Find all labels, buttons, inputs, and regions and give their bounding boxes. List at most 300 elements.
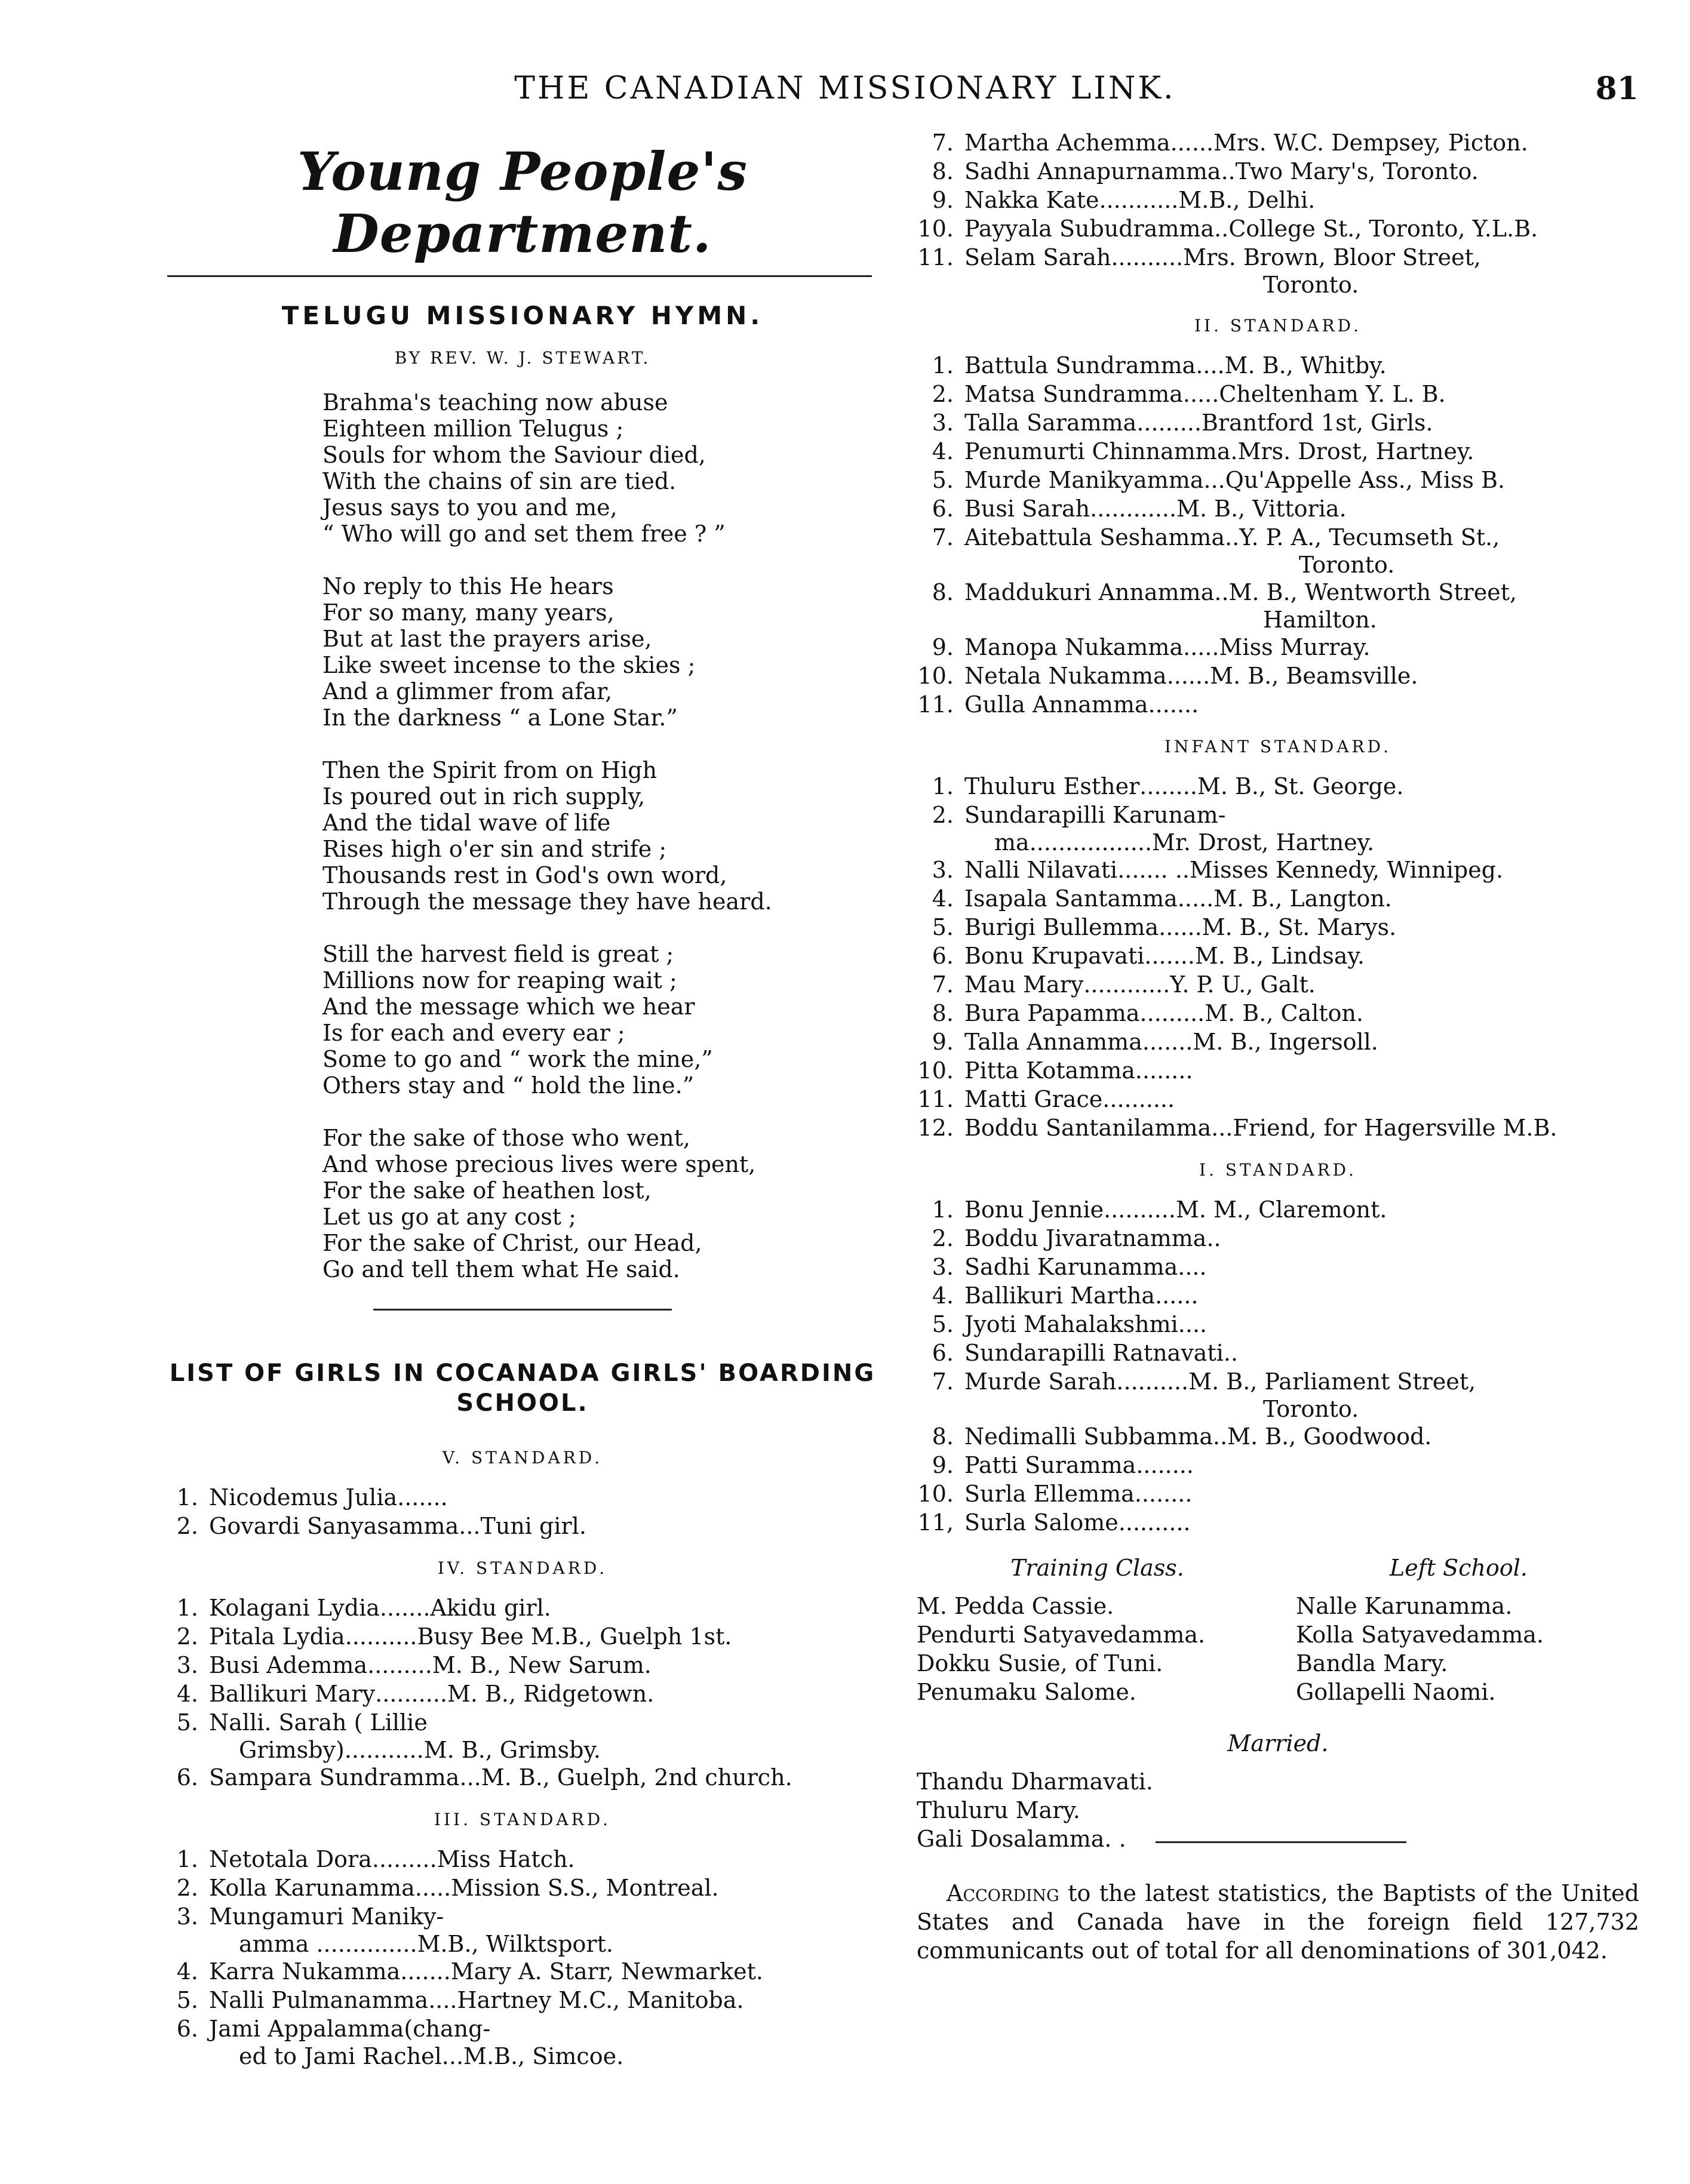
entry-number: 11. — [917, 244, 954, 270]
list-item — [917, 1508, 1639, 1537]
entry-name: Kolagani Lydia — [209, 1595, 380, 1621]
entry-leader: .... — [1196, 352, 1225, 379]
entry-name: Surla Salome — [964, 1509, 1119, 1536]
entry-number: 9. — [932, 187, 954, 213]
hymn-line: For so many, many years, — [322, 599, 614, 626]
standard-heading: INFANT STANDARD. — [1164, 737, 1391, 756]
entry-number: 9. — [932, 1452, 954, 1478]
title-rule — [167, 275, 872, 277]
entry-name: Jami Appalamma(chang- — [209, 2016, 491, 2042]
left-school-heading: Left School. — [1390, 1555, 1528, 1581]
entry-sponsor: College St., Toronto, Y.L.B. — [1228, 216, 1538, 242]
entry-number: 4. — [176, 1958, 198, 1985]
standard-entries — [917, 772, 1639, 1142]
entry-number: 8. — [932, 158, 954, 184]
running-title: THE CANADIAN MISSIONARY LINK. — [514, 70, 1176, 106]
entry-leader: ........ — [1139, 773, 1197, 799]
list-item — [161, 1651, 884, 1679]
list-title-line-1: LIST OF GIRLS IN COCANADA GIRLS' BOARDING — [169, 1359, 876, 1387]
list-item — [917, 1310, 1639, 1339]
entry-name: Nicodemus Julia — [209, 1484, 398, 1511]
hymn-line: With the chains of sin are tied. — [322, 468, 677, 494]
hymn-line: And a glimmer from afar, — [322, 678, 613, 705]
name-line: Gollapelli Naomi. — [1296, 1679, 1496, 1705]
entry-leader: ... — [1203, 467, 1225, 493]
entry-number: 1. — [932, 352, 954, 379]
entry-number: 11. — [917, 691, 954, 718]
hymn-line: Like sweet incense to the skies ; — [322, 652, 696, 678]
entry-number: 1. — [932, 773, 954, 799]
standard-entries — [161, 1594, 884, 1792]
entry-name: Busi Ademma — [209, 1652, 368, 1678]
entry-name: Gulla Annamma — [964, 691, 1148, 718]
entry-sponsor: Misses Kennedy, Winnipeg. — [1190, 857, 1504, 883]
training-class — [917, 1555, 1278, 1706]
standard-heading: IV. STANDARD. — [437, 1558, 608, 1578]
entry-leader: ......... — [367, 1652, 432, 1678]
entry-sponsor: Friend, for Hagersville M.B. — [1233, 1115, 1557, 1141]
entry-leader: ...... — [1166, 663, 1210, 689]
entry-leader: ......... — [371, 1846, 437, 1872]
entry-name: Boddu Jivaratnamma — [964, 1225, 1207, 1251]
entry-number: 4. — [932, 1282, 954, 1309]
entry-sponsor: M. B., St. George. — [1197, 773, 1404, 799]
entry-name: Kolla Karunamma — [209, 1875, 415, 1901]
entry-leader: ......... — [1139, 1000, 1205, 1026]
hymn-line: Rises high o'er sin and strife ; — [322, 836, 667, 862]
list-item — [917, 1479, 1639, 1508]
entry-leader: ........ — [1136, 1452, 1194, 1478]
hymn-line: Go and tell them what He said. — [322, 1256, 680, 1282]
standard-heading: III. STANDARD. — [434, 1810, 612, 1829]
entry-number: 3. — [932, 857, 954, 883]
entry-sponsor: Hartney M.C., Manitoba. — [457, 1987, 744, 2013]
end-rule — [1156, 1841, 1406, 1843]
list-item — [917, 578, 1639, 607]
entry-sponsor: Brantford 1st, Girls. — [1202, 410, 1433, 436]
hymn-stanza — [322, 573, 884, 731]
list-item — [161, 1679, 884, 1708]
married-names — [917, 1767, 1639, 1853]
list-item — [917, 408, 1639, 437]
entry-number: 10. — [917, 216, 954, 242]
entry-number: 8. — [932, 579, 954, 605]
entry-sponsor: Miss Hatch. — [437, 1846, 575, 1872]
entry-continuation: Toronto. — [1263, 272, 1359, 298]
list-item — [161, 1708, 884, 1737]
list-item — [917, 128, 1639, 157]
list-item — [917, 856, 1639, 884]
entry-name: Karra Nukamma — [209, 1958, 401, 1985]
entry-sponsor: Cheltenham Y. L. B. — [1219, 381, 1446, 407]
name-line: Gali Dosalamma. . — [917, 1826, 1126, 1852]
entry-leader: ............ — [1090, 496, 1177, 522]
entry-number: 10. — [917, 1481, 954, 1507]
entry-name: Ballikuri Mary — [209, 1681, 376, 1707]
entry-name: Murde Sarah — [964, 1368, 1117, 1395]
entry-sponsor: Two Mary's, Toronto. — [1235, 158, 1479, 184]
entry-number: 2. — [176, 1513, 198, 1539]
entry-name: Murde Manikyamma — [964, 467, 1204, 493]
hymn-line: Still the harvest field is great ; — [322, 941, 674, 967]
page-number: 81 — [1595, 70, 1639, 107]
entry-number: 3. — [932, 410, 954, 436]
list-item — [917, 884, 1639, 913]
list-item — [917, 942, 1639, 970]
entry-continuation: Grimsby)...........M. B., Grimsby. — [239, 1737, 601, 1763]
entry-continuation: amma ..............M.B., Wilktsport. — [239, 1931, 613, 1957]
entry-name: Sadhi Karunamma — [964, 1254, 1178, 1280]
department-title: Young People's Department. — [297, 140, 748, 264]
list-item — [161, 1957, 884, 1986]
entry-continuation: Hamilton. — [1263, 607, 1377, 633]
entry-leader: .. — [1214, 216, 1229, 242]
entry-sponsor: M. B., Wentworth Street, — [1228, 579, 1517, 605]
hymn-line: And the message which we hear — [322, 993, 695, 1020]
entry-sponsor: M. B., Vittoria. — [1176, 496, 1347, 522]
entry-number: 5. — [932, 914, 954, 940]
entry-sponsor: M. B., Parliament Street, — [1188, 1368, 1476, 1395]
entry-sponsor: Miss Murray. — [1219, 634, 1371, 660]
list-item — [917, 1028, 1639, 1056]
entry-name: Nalli Pulmanamma — [209, 1987, 429, 2013]
entry-leader: .. — [1212, 1423, 1228, 1450]
entry-number: 2. — [176, 1623, 198, 1650]
hymn-byline: BY REV. W. J. STEWART. — [394, 348, 651, 368]
entry-name: Payyala Subudramma — [964, 216, 1215, 242]
entry-number: 4. — [932, 438, 954, 465]
hymn-stanza — [322, 941, 884, 1099]
entry-name: Pitta Kotamma — [964, 1057, 1135, 1084]
list-item — [161, 1763, 884, 1792]
entry-leader: .. — [1221, 158, 1236, 184]
entry-name: Matsa Sundramma — [964, 381, 1183, 407]
entry-sponsor: M.B., Delhi. — [1178, 187, 1316, 213]
name-line: Pendurti Satyavedamma. — [917, 1622, 1206, 1648]
hymn-line: Thousands rest in God's own word, — [322, 862, 727, 888]
list-title-line-2: SCHOOL. — [456, 1389, 589, 1417]
list-title — [161, 1358, 884, 1418]
hymn-line: And the tidal wave of life — [322, 810, 611, 836]
entry-leader: .......... — [1118, 1509, 1191, 1536]
hymn-stanzas — [161, 389, 884, 1282]
entry-continuation: Toronto. — [1263, 1396, 1359, 1422]
entry-leader: ... — [459, 1513, 481, 1539]
entry-name: Aitebattula Seshamma — [964, 524, 1225, 550]
entry-number: 5. — [176, 1987, 198, 2013]
entry-sponsor: M. B., Calton. — [1204, 1000, 1364, 1026]
entry-number: 6. — [176, 1764, 198, 1791]
entry-leader: ........ — [1134, 1481, 1193, 1507]
entry-leader: ... — [459, 1764, 481, 1791]
continued-entries — [917, 128, 1639, 298]
hymn-line: But at last the prayers arise, — [322, 626, 652, 652]
list-item — [161, 1622, 884, 1651]
list-item — [917, 662, 1639, 690]
list-item — [917, 1339, 1639, 1367]
name-line: Dokku Susie, of Tuni. — [917, 1650, 1163, 1677]
list-item — [917, 1195, 1639, 1224]
entry-name: Mungamuri Maniky- — [209, 1903, 444, 1930]
entry-number: 5. — [932, 467, 954, 493]
entry-number: 5. — [176, 1709, 198, 1736]
entry-leader: ............ — [1083, 971, 1170, 998]
name-line: Kolla Satyavedamma. — [1296, 1622, 1544, 1648]
entry-leader: .......... — [1104, 1196, 1176, 1223]
list-item — [917, 437, 1639, 466]
left-standards — [161, 1448, 884, 2069]
standard-heading: V. STANDARD. — [442, 1448, 603, 1468]
training-class-heading: Training Class. — [1010, 1555, 1184, 1581]
entry-number: 1. — [176, 1846, 198, 1872]
entry-number: 4. — [932, 885, 954, 912]
entry-continuation: ma.................Mr. Drost, Hartney. — [994, 829, 1375, 856]
entry-number: 12. — [917, 1115, 954, 1141]
entry-number: 6. — [932, 496, 954, 522]
entry-sponsor: Mrs. W.C. Dempsey, Picton. — [1213, 130, 1528, 156]
list-item — [917, 772, 1639, 801]
entry-leader: ...... — [1155, 1282, 1199, 1309]
entry-name: Martha Achemma — [964, 130, 1170, 156]
standard-heading: I. STANDARD. — [1199, 1160, 1357, 1180]
list-item — [917, 214, 1639, 243]
hymn-line: Then the Spirit from on High — [322, 757, 657, 783]
entry-name: Sundarapilli Ratnavati — [964, 1340, 1224, 1366]
entry-sponsor: M. B., Beamsville. — [1210, 663, 1418, 689]
list-item — [917, 157, 1639, 186]
hymn-line: For the sake of Christ, our Head, — [322, 1230, 702, 1256]
list-item — [161, 1594, 884, 1622]
entry-leader: .. — [1214, 579, 1229, 605]
list-item — [161, 1512, 884, 1540]
hymn-title: TELUGU MISSIONARY HYMN. — [281, 301, 764, 330]
entry-name: Netala Nukamma — [964, 663, 1167, 689]
hymn-line: Some to go and “ work the mine,” — [322, 1046, 713, 1072]
entry-leader: .... — [1178, 1311, 1207, 1337]
list-item — [161, 2014, 884, 2043]
list-item — [917, 913, 1639, 942]
list-item — [161, 1902, 884, 1931]
entry-leader: ....... — [1142, 1029, 1193, 1055]
entry-number: 6. — [932, 943, 954, 969]
hymn-stanza — [322, 1125, 884, 1282]
entry-number: 1. — [932, 1196, 954, 1223]
list-item — [917, 633, 1639, 662]
entry-leader: ......... — [1136, 410, 1202, 436]
entry-number: 3. — [932, 1254, 954, 1280]
list-item — [917, 1085, 1639, 1113]
entry-sponsor: M. B., Ingersoll. — [1193, 1029, 1378, 1055]
training-class-names — [917, 1592, 1278, 1706]
entry-sponsor: M. B., Langton. — [1213, 885, 1392, 912]
entry-name: Mau Mary — [964, 971, 1084, 998]
entry-name: Nalli. Sarah ( Lillie — [209, 1709, 428, 1736]
entry-leader: .. — [1223, 1340, 1239, 1366]
list-item — [917, 494, 1639, 523]
entry-name: Surla Ellemma — [964, 1481, 1135, 1507]
entry-number: 2. — [932, 1225, 954, 1251]
entry-number: 7. — [932, 971, 954, 998]
entry-leader: .. — [1225, 524, 1240, 550]
entry-sponsor: Y. P. A., Tecumseth St., — [1239, 524, 1500, 550]
entry-leader: ....... — [397, 1484, 448, 1511]
entry-name: Busi Sarah — [964, 496, 1090, 522]
entry-name: Govardi Sanyasamma — [209, 1513, 459, 1539]
entry-sponsor: M. B., St. Marys. — [1202, 914, 1397, 940]
closing-note — [917, 1879, 1639, 1965]
hymn-line: Eighteen million Telugus ; — [322, 416, 624, 442]
entry-name: Thuluru Esther — [964, 773, 1140, 799]
list-item — [917, 186, 1639, 214]
standard-heading: II. STANDARD. — [1194, 316, 1362, 336]
list-item — [917, 1451, 1639, 1479]
entry-number: 4. — [176, 1681, 198, 1707]
hymn-line: “ Who will go and set them free ? ” — [322, 521, 726, 547]
entry-name: Burigi Bullemma — [964, 914, 1159, 940]
entry-name: Nakka Kate — [964, 187, 1099, 213]
list-item — [917, 690, 1639, 719]
standard-entries — [161, 1845, 884, 2069]
entry-sponsor: M. M., Claremont. — [1175, 1196, 1387, 1223]
entry-name: Sampara Sundramma — [209, 1764, 460, 1791]
entry-name: Manopa Nukamma — [964, 634, 1184, 660]
entry-leader: ....... .. — [1117, 857, 1190, 883]
entry-number: 8. — [932, 1000, 954, 1026]
entry-number: 7. — [932, 1368, 954, 1395]
entry-number: 3. — [176, 1652, 198, 1678]
list-item — [917, 351, 1639, 380]
entry-leader: ...... — [1170, 130, 1214, 156]
right-standards — [917, 316, 1639, 1537]
list-item — [161, 1483, 884, 1512]
entry-sponsor: M. B., Ridgetown. — [447, 1681, 655, 1707]
left-column — [161, 134, 884, 2069]
list-item — [917, 1056, 1639, 1085]
list-item — [917, 1367, 1639, 1396]
entry-leader: .... — [1178, 1254, 1207, 1280]
section-divider — [373, 1309, 672, 1311]
entry-name: Matti Grace — [964, 1086, 1103, 1112]
entry-number: 9. — [932, 634, 954, 660]
list-item — [917, 999, 1639, 1028]
standard-entries — [917, 1195, 1639, 1537]
left-school — [1278, 1555, 1639, 1706]
entry-leader: .......... — [1116, 1368, 1189, 1395]
entry-number: 1. — [176, 1484, 198, 1511]
list-item — [161, 1874, 884, 1902]
entry-leader: ....... — [400, 1958, 451, 1985]
hymn-stanza — [322, 757, 884, 915]
hymn-line: For the sake of those who went, — [322, 1125, 690, 1151]
entry-sponsor: Mrs. Drost, Hartney. — [1237, 438, 1474, 465]
married-heading: Married. — [1227, 1730, 1329, 1757]
list-item — [917, 1113, 1639, 1142]
entry-sponsor: Mission S.S., Montreal. — [451, 1875, 719, 1901]
hymn-line: And whose precious lives were spent, — [322, 1151, 756, 1177]
entry-sponsor: Qu'Appelle Ass., Miss B. — [1225, 467, 1505, 493]
entry-continuation: Toronto. — [1299, 552, 1395, 578]
hymn-line: For the sake of heathen lost, — [322, 1177, 652, 1204]
entry-sponsor: Tuni girl. — [480, 1513, 586, 1539]
hymn-line: Is for each and every ear ; — [322, 1020, 625, 1046]
right-column — [917, 130, 1639, 1965]
entry-number: 2. — [932, 381, 954, 407]
entry-name: Talla Annamma — [964, 1029, 1142, 1055]
entry-name: Nalli Nilavati — [964, 857, 1118, 883]
standard-entries — [161, 1483, 884, 1540]
entry-number: 3. — [176, 1903, 198, 1930]
name-line: Bandla Mary. — [1296, 1650, 1448, 1677]
entry-name: Sadhi Annapurnamma — [964, 158, 1221, 184]
list-item — [917, 970, 1639, 999]
entry-leader: ..... — [414, 1875, 451, 1901]
entry-leader: .... — [428, 1987, 457, 2013]
entry-sponsor: Y. P. U., Galt. — [1170, 971, 1316, 998]
closing-note-text: to the latest statistics, the Baptists of the United States and Canada have in the foreign field 127,732 communicants out of total for all denominations of 301,042. — [917, 1880, 1639, 1964]
entry-number: 8. — [932, 1423, 954, 1450]
list-item — [161, 1845, 884, 1874]
entry-leader: ..... — [1182, 381, 1219, 407]
entry-name: Selam Sarah — [964, 244, 1111, 270]
class-lists — [917, 1555, 1639, 1706]
entry-leader: ..... — [1177, 885, 1214, 912]
list-item — [917, 523, 1639, 552]
hymn-line: Is poured out in rich supply, — [322, 783, 646, 810]
list-item — [917, 1281, 1639, 1310]
entry-leader: ........ — [1135, 1057, 1193, 1084]
name-line: Thuluru Mary. — [917, 1797, 1080, 1823]
entry-name: Ballikuri Martha — [964, 1282, 1156, 1309]
entry-name: Maddukuri Annamma — [964, 579, 1215, 605]
entry-number: 10. — [917, 663, 954, 689]
entry-leader: .. — [1206, 1225, 1221, 1251]
entry-number: 1. — [176, 1595, 198, 1621]
hymn-line: Let us go at any cost ; — [322, 1204, 576, 1230]
entry-leader: ....... — [1144, 943, 1195, 969]
entry-number: 11, — [917, 1509, 954, 1536]
entry-name: Bonu Jennie — [964, 1196, 1104, 1223]
name-line: Nalle Karunamma. — [1296, 1593, 1513, 1619]
entry-name: Sundarapilli Karunam- — [964, 802, 1226, 828]
page-header — [0, 70, 1690, 118]
hymn-line: Others stay and “ hold the line.” — [322, 1072, 695, 1099]
list-item — [917, 1422, 1639, 1451]
entry-name: Penumurti Chinnamma — [964, 438, 1231, 465]
entry-number: 5. — [932, 1311, 954, 1337]
entry-name: Boddu Santanilamma — [964, 1115, 1212, 1141]
entry-name: Pitala Lydia — [209, 1623, 345, 1650]
entry-number: 10. — [917, 1057, 954, 1084]
entry-number: 2. — [932, 802, 954, 828]
entry-number: 11. — [917, 1086, 954, 1112]
list-item — [917, 1224, 1639, 1253]
entry-number: 6. — [932, 1340, 954, 1366]
entry-leader: .......... — [345, 1623, 417, 1650]
entry-leader: . — [1230, 438, 1238, 465]
entry-leader: ..... — [1183, 634, 1219, 660]
entry-leader: ........... — [1099, 187, 1179, 213]
standard-entries — [917, 351, 1639, 719]
closing-note-lead: According — [947, 1880, 1059, 1906]
entry-sponsor: M. B., New Sarum. — [432, 1652, 652, 1678]
entry-number: 6. — [176, 2016, 198, 2042]
entry-number: 7. — [932, 130, 954, 156]
entry-sponsor: Akidu girl. — [430, 1595, 551, 1621]
entry-sponsor: Busy Bee M.B., Guelph 1st. — [417, 1623, 732, 1650]
entry-sponsor: M. B., Guelph, 2nd church. — [481, 1764, 792, 1791]
name-line: Penumaku Salome. — [917, 1679, 1136, 1705]
entry-name: Patti Suramma — [964, 1452, 1136, 1478]
